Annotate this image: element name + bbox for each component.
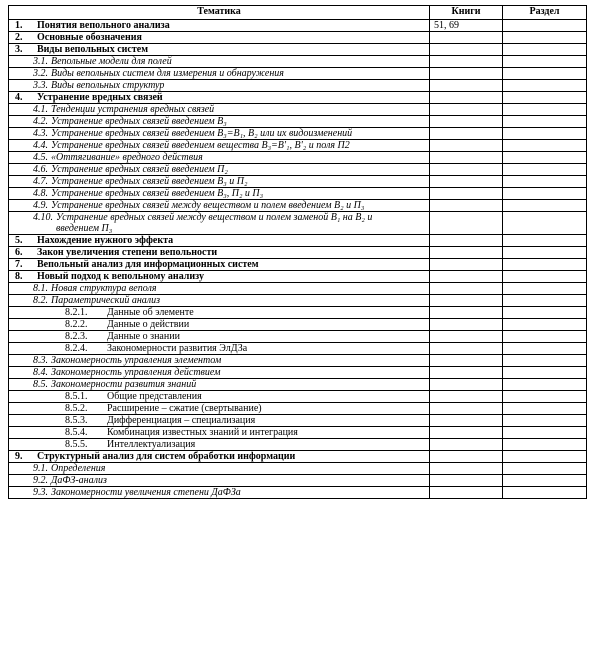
topic-cell bbox=[9, 427, 430, 439]
table-row bbox=[9, 116, 587, 128]
books-cell bbox=[430, 307, 503, 319]
topic-cell bbox=[9, 259, 430, 271]
topic-title: Устранение вредных связей введением В₃=В₁, В₂ или их видоизменений bbox=[51, 128, 353, 139]
topic-cell bbox=[9, 295, 430, 307]
topic-number: 8.5.2. bbox=[65, 403, 88, 414]
topic-title: Новая структура веполя bbox=[51, 283, 157, 294]
topic-number: 3.3. bbox=[33, 80, 48, 91]
books-cell: 51, 69 bbox=[430, 20, 503, 32]
topic-number: 9.1. bbox=[33, 463, 48, 474]
topic-cell bbox=[9, 56, 430, 68]
table-row bbox=[9, 379, 587, 391]
header-section: Раздел bbox=[503, 6, 587, 20]
section-cell bbox=[503, 439, 587, 451]
topic-title: Тенденции устранения вредных связей bbox=[51, 104, 215, 115]
table-row bbox=[9, 140, 587, 152]
books-cell bbox=[430, 487, 503, 499]
section-cell bbox=[503, 200, 587, 212]
topic-title: Комбинация известных знаний и интеграция bbox=[107, 427, 298, 438]
topic-cell bbox=[9, 283, 430, 295]
books-cell bbox=[430, 200, 503, 212]
table-row bbox=[9, 200, 587, 212]
table-row bbox=[9, 152, 587, 164]
topic-number: 8.2.1. bbox=[65, 307, 88, 318]
topic-title: Дифференциация – специализация bbox=[107, 415, 256, 426]
topic-cell bbox=[9, 307, 430, 319]
topic-cell bbox=[9, 415, 430, 427]
topic-cell bbox=[9, 379, 430, 391]
table-row bbox=[9, 188, 587, 200]
topic-title: Устранение вредных связей введением вещества В₃=В'₁, В'₂ и поля П2 bbox=[51, 140, 350, 151]
topic-cell bbox=[9, 104, 430, 116]
table-row bbox=[9, 343, 587, 355]
section-cell bbox=[503, 68, 587, 80]
topic-title: Определения bbox=[51, 463, 106, 474]
topic-cell bbox=[9, 176, 430, 188]
section-cell bbox=[503, 355, 587, 367]
topic-cell bbox=[9, 164, 430, 176]
topic-number: 5. bbox=[15, 235, 23, 246]
books-cell bbox=[430, 355, 503, 367]
topic-cell bbox=[9, 475, 430, 487]
topic-title: Вепольные модели для полей bbox=[51, 56, 172, 67]
books-cell bbox=[430, 403, 503, 415]
table-row bbox=[9, 295, 587, 307]
section-cell bbox=[503, 487, 587, 499]
table-row bbox=[9, 451, 587, 463]
topic-title: Расширение – сжатие (свертывание) bbox=[107, 403, 262, 414]
books-cell bbox=[430, 475, 503, 487]
section-cell bbox=[503, 116, 587, 128]
section-cell bbox=[503, 271, 587, 283]
topic-number: 8.2.4. bbox=[65, 343, 88, 354]
topic-number: 4. bbox=[15, 92, 23, 103]
books-cell bbox=[430, 188, 503, 200]
topic-number: 8.2.3. bbox=[65, 331, 88, 342]
topic-title: Структурный анализ для систем обработки информации bbox=[37, 451, 296, 462]
books-cell bbox=[430, 283, 503, 295]
section-cell bbox=[503, 295, 587, 307]
table-row bbox=[9, 355, 587, 367]
books-cell bbox=[430, 152, 503, 164]
topic-title: «Оттягивание» вредного действия bbox=[51, 152, 203, 163]
section-cell bbox=[503, 259, 587, 271]
table-row bbox=[9, 247, 587, 259]
topic-cell bbox=[9, 319, 430, 331]
topic-cell bbox=[9, 152, 430, 164]
section-cell bbox=[503, 367, 587, 379]
topic-title: Виды вепольных систем bbox=[37, 44, 149, 55]
topic-title: Общие представления bbox=[107, 391, 202, 402]
topic-number: 9. bbox=[15, 451, 23, 462]
topic-title: Виды вепольных структур bbox=[51, 80, 165, 91]
table-body bbox=[9, 20, 587, 499]
topic-cell bbox=[9, 451, 430, 463]
topic-cell bbox=[9, 68, 430, 80]
table-row bbox=[9, 92, 587, 104]
topic-title: Устранение вредных связей введением П₂ bbox=[51, 164, 228, 175]
section-cell bbox=[503, 32, 587, 44]
table-row bbox=[9, 439, 587, 451]
topic-cell bbox=[9, 140, 430, 152]
topic-cell bbox=[9, 439, 430, 451]
topic-number: 4.8. bbox=[33, 188, 48, 199]
topic-title: Новый подход к вепольному анализу bbox=[37, 271, 204, 282]
topic-cell bbox=[9, 331, 430, 343]
topic-title: Нахождение нужного эффекта bbox=[37, 235, 174, 246]
table-row bbox=[9, 283, 587, 295]
topic-title: Вепольный анализ для информационных систем bbox=[37, 259, 259, 270]
section-cell bbox=[503, 235, 587, 247]
books-cell bbox=[430, 367, 503, 379]
topic-number: 6. bbox=[15, 247, 23, 258]
books-cell bbox=[430, 68, 503, 80]
table-row bbox=[9, 367, 587, 379]
books-cell bbox=[430, 271, 503, 283]
topic-title: Устранение вредных связей введением В₃ bbox=[51, 116, 227, 127]
topic-number: 1. bbox=[15, 20, 23, 31]
table-row bbox=[9, 319, 587, 331]
section-cell bbox=[503, 212, 587, 235]
table-row bbox=[9, 463, 587, 475]
topic-number: 4.5. bbox=[33, 152, 48, 163]
section-cell bbox=[503, 403, 587, 415]
topic-title: Устранение вредных связей между веществом и полем заменой В₁ на В₂ и введением П₃ bbox=[56, 212, 373, 234]
topic-title: Понятия вепо́льного анализа bbox=[37, 20, 170, 31]
topic-number: 3.2. bbox=[33, 68, 48, 79]
topic-number: 7. bbox=[15, 259, 23, 270]
books-cell bbox=[430, 104, 503, 116]
topic-cell bbox=[9, 487, 430, 499]
topic-number: 3.1. bbox=[33, 56, 48, 67]
topic-title: Виды вепольных систем для измерения и обнаружения bbox=[51, 68, 284, 79]
topic-cell bbox=[9, 128, 430, 140]
section-cell bbox=[503, 427, 587, 439]
topic-number: 8.2.2. bbox=[65, 319, 88, 330]
topic-number: 8.4. bbox=[33, 367, 48, 378]
topic-cell bbox=[9, 44, 430, 56]
topic-cell bbox=[9, 343, 430, 355]
table-row bbox=[9, 235, 587, 247]
books-cell bbox=[430, 451, 503, 463]
topic-title: Интеллектуализация bbox=[107, 439, 196, 450]
table-row bbox=[9, 415, 587, 427]
table-row bbox=[9, 176, 587, 188]
topic-title: Параметрический анализ bbox=[51, 295, 161, 306]
topic-number: 4.4. bbox=[33, 140, 48, 151]
books-cell bbox=[430, 391, 503, 403]
books-cell bbox=[430, 176, 503, 188]
table-row bbox=[9, 56, 587, 68]
section-cell bbox=[503, 379, 587, 391]
section-cell bbox=[503, 475, 587, 487]
topic-number: 4.9. bbox=[33, 200, 48, 211]
section-cell bbox=[503, 463, 587, 475]
section-cell bbox=[503, 415, 587, 427]
section-cell bbox=[503, 319, 587, 331]
books-cell bbox=[430, 116, 503, 128]
topic-cell bbox=[9, 403, 430, 415]
section-cell bbox=[503, 128, 587, 140]
topic-title: Устранение вредных связей введением В₃, П₂ и П₃ bbox=[51, 188, 264, 199]
section-cell bbox=[503, 20, 587, 32]
section-cell bbox=[503, 307, 587, 319]
books-cell bbox=[430, 140, 503, 152]
topic-number: 4.6. bbox=[33, 164, 48, 175]
books-cell bbox=[430, 128, 503, 140]
table-row bbox=[9, 20, 587, 32]
topic-title: Закономерности развития знаний bbox=[51, 379, 197, 390]
books-cell bbox=[430, 80, 503, 92]
table-row bbox=[9, 44, 587, 56]
table-row bbox=[9, 259, 587, 271]
books-cell bbox=[430, 427, 503, 439]
topic-cell bbox=[9, 32, 430, 44]
header-topic: Тематика bbox=[9, 6, 430, 20]
table-row bbox=[9, 80, 587, 92]
topic-number: 8.5. bbox=[33, 379, 48, 390]
table-row bbox=[9, 331, 587, 343]
topic-title: Закон увеличения степени вепольности bbox=[37, 247, 218, 258]
topic-cell bbox=[9, 367, 430, 379]
topic-number: 8.5.3. bbox=[65, 415, 88, 426]
books-cell bbox=[430, 92, 503, 104]
topic-title: Устранение вредных связей введением В₃ и П₂ bbox=[51, 176, 248, 187]
section-cell bbox=[503, 247, 587, 259]
topic-number: 4.3. bbox=[33, 128, 48, 139]
section-cell bbox=[503, 80, 587, 92]
topic-title: Закономерности развития ЭлДЗа bbox=[107, 343, 248, 354]
topic-number: 8. bbox=[15, 271, 23, 282]
topic-cell bbox=[9, 200, 430, 212]
books-cell bbox=[430, 247, 503, 259]
books-cell bbox=[430, 415, 503, 427]
topic-number: 4.2. bbox=[33, 116, 48, 127]
table-row bbox=[9, 475, 587, 487]
topic-number: 8.3. bbox=[33, 355, 48, 366]
table-row bbox=[9, 487, 587, 499]
topic-title: Устранение вредных связей между веществом и полем введением В₂ и П₃ bbox=[51, 200, 365, 211]
books-cell bbox=[430, 379, 503, 391]
topic-cell bbox=[9, 20, 430, 32]
topic-title: ДаФЗ-анализ bbox=[51, 475, 107, 486]
books-cell bbox=[430, 212, 503, 235]
section-cell bbox=[503, 164, 587, 176]
topic-number: 8.5.1. bbox=[65, 391, 88, 402]
section-cell bbox=[503, 104, 587, 116]
topic-number: 2. bbox=[15, 32, 23, 43]
books-cell bbox=[430, 56, 503, 68]
topic-number: 3. bbox=[15, 44, 23, 55]
table-row bbox=[9, 32, 587, 44]
topic-cell bbox=[9, 212, 430, 235]
books-cell bbox=[430, 44, 503, 56]
header-books: Книги bbox=[430, 6, 503, 20]
topics-table bbox=[8, 5, 587, 499]
table-row bbox=[9, 271, 587, 283]
topic-title: Основные обозначения bbox=[37, 32, 142, 43]
topic-title: Закономерности увеличения степени ДаФЗа bbox=[51, 487, 241, 498]
topic-cell bbox=[9, 247, 430, 259]
books-cell bbox=[430, 295, 503, 307]
books-cell bbox=[430, 164, 503, 176]
topic-title: Данные об элементе bbox=[107, 307, 194, 318]
topic-number: 8.5.5. bbox=[65, 439, 88, 450]
books-cell bbox=[430, 259, 503, 271]
topic-cell bbox=[9, 235, 430, 247]
section-cell bbox=[503, 188, 587, 200]
topic-cell bbox=[9, 463, 430, 475]
topic-number: 9.2. bbox=[33, 475, 48, 486]
table-row bbox=[9, 391, 587, 403]
topic-number: 4.1. bbox=[33, 104, 48, 115]
topic-number: 8.2. bbox=[33, 295, 48, 306]
table-row bbox=[9, 403, 587, 415]
section-cell bbox=[503, 140, 587, 152]
table-row bbox=[9, 307, 587, 319]
topic-cell bbox=[9, 391, 430, 403]
books-cell bbox=[430, 331, 503, 343]
section-cell bbox=[503, 391, 587, 403]
table-row bbox=[9, 128, 587, 140]
topic-cell bbox=[9, 355, 430, 367]
section-cell bbox=[503, 92, 587, 104]
topic-number: 4.10. bbox=[33, 212, 53, 223]
topic-title: Данные о знании bbox=[107, 331, 180, 342]
table-row bbox=[9, 68, 587, 80]
table-row bbox=[9, 212, 587, 235]
section-cell bbox=[503, 152, 587, 164]
topics-table-container bbox=[8, 5, 586, 499]
table-row bbox=[9, 427, 587, 439]
topic-number: 8.1. bbox=[33, 283, 48, 294]
table-row bbox=[9, 164, 587, 176]
topic-cell bbox=[9, 188, 430, 200]
section-cell bbox=[503, 283, 587, 295]
section-cell bbox=[503, 343, 587, 355]
topic-number: 8.5.4. bbox=[65, 427, 88, 438]
section-cell bbox=[503, 451, 587, 463]
section-cell bbox=[503, 331, 587, 343]
topic-number: 9.3. bbox=[33, 487, 48, 498]
books-cell bbox=[430, 32, 503, 44]
books-cell bbox=[430, 343, 503, 355]
topic-cell bbox=[9, 92, 430, 104]
topic-title: Закономерность управления действием bbox=[51, 367, 221, 378]
topic-title: Данные о действии bbox=[107, 319, 190, 330]
topic-cell bbox=[9, 116, 430, 128]
section-cell bbox=[503, 176, 587, 188]
topic-number: 4.7. bbox=[33, 176, 48, 187]
books-cell bbox=[430, 235, 503, 247]
topic-cell bbox=[9, 80, 430, 92]
section-cell bbox=[503, 56, 587, 68]
section-cell bbox=[503, 44, 587, 56]
topic-title: Закономерность управления элементом bbox=[51, 355, 222, 366]
table-header-row bbox=[9, 6, 587, 20]
table-row bbox=[9, 104, 587, 116]
topic-title: Устранение вредных связей bbox=[37, 92, 163, 103]
topic-cell bbox=[9, 271, 430, 283]
books-cell bbox=[430, 463, 503, 475]
books-cell bbox=[430, 439, 503, 451]
books-cell bbox=[430, 319, 503, 331]
